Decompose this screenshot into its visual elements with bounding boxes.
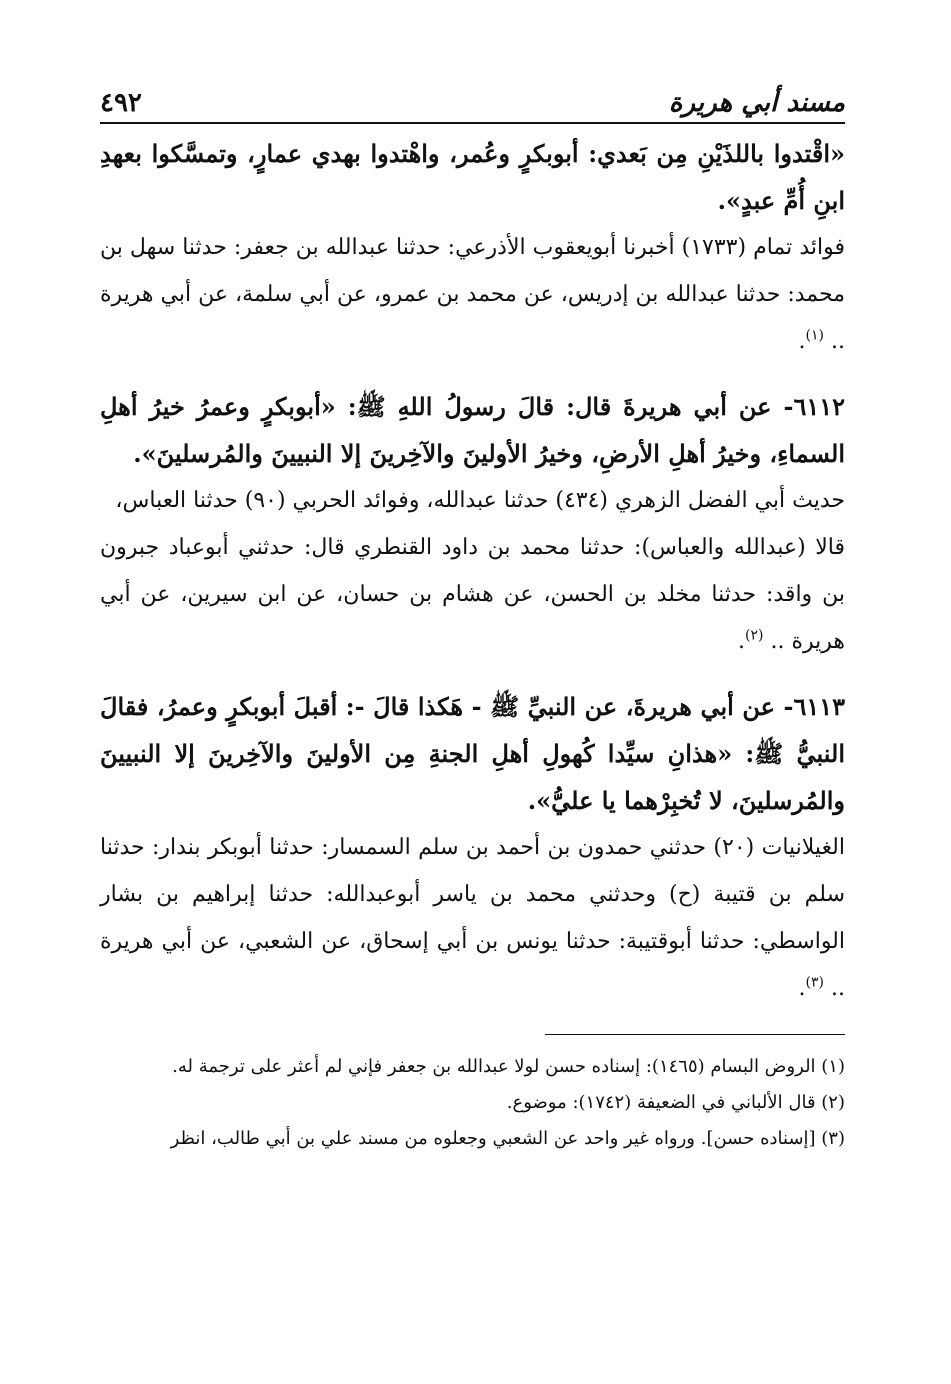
footnote-2: (٢) قال الألباني في الضعيفة (١٧٤٢): موضوع. — [506, 1092, 845, 1113]
paragraph-text: «اقْتدوا باللذَيْنِ مِن بَعدي: أبوبكرٍ وعُمر، واهْتدوا بهدي عمارٍ، وتمسَّكوا بعهدِ ابنِ أُمِّ عبدٍ». — [100, 139, 845, 215]
footnote-3: (٣) [إسناده حسن]. ورواه غير واحد عن الشعبي وجعلوه من مسند علي بن أبي طالب، انظر — [170, 1128, 845, 1149]
paragraph-text: قالا (عبدالله والعباس): حدثنا محمد بن داود القنطري قال: حدثني أبوعباد جبرون بن واقد: حدثنا مخلد بن الحسن، عن هشام بن حسان، عن ابن سيرين، عن أبي هريرة .. — [100, 535, 845, 654]
footnote-ref: (٢) — [745, 627, 764, 644]
paragraph-text: ٦١١٣- عن أبي هريرةَ، عن النبيِّ ﷺ - هَكذا قالَ -: أقبلَ أبوبكرٍ وعمرُ، فقالَ النبيُّ ﷺ: «هذانِ سيِّدا كُهولِ أهلِ الجنةِ مِن الأولينَ والآخِرينَ إلا النبيينَ والمُرسلينَ، لا تُخبِرْهما يا عليُّ». — [100, 692, 845, 815]
hadith-6113 — [100, 683, 845, 824]
source-paragraph: الغيلانيات (٢٠) حدثني حمدون بن أحمد بن سلم السمسار: حدثنا أبوبكر بندار: حدثنا سلم بن قتيبة (ح) وحدثني محمد بن ياسر أبوعبدالله: حدثنا إبراهيم بن بشار الواسطي: حدثنا أبوقتيبة: حدثنا يونس بن أبي إسحاق، عن الشعبي، عن أبي هريرة .. $^{(٣)}$. — [100, 835, 845, 1001]
paragraph-text: ٦١١٢- عن أبي هريرةَ قال: قالَ رسولُ اللهِ ﷺ: «أبوبكرٍ وعمرُ خيرُ أهلِ السماءِ، وخيرُ أهلِ الأرضِ، وخيرُ الأولينَ والآخِرينَ إلا النبيينَ والمُرسلينَ». — [100, 392, 845, 468]
hadith-continuation — [100, 130, 845, 224]
page-number: ٤٩٢ — [100, 88, 142, 118]
book-page — [100, 80, 845, 1157]
footnote-divider — [545, 1034, 845, 1035]
footnote-ref: (١) — [805, 327, 824, 344]
paragraph-text: الغيلانيات (٢٠) حدثني حمدون بن أحمد بن سلم السمسار: حدثنا أبوبكر بندار: حدثنا سلم بن قتيبة (ح) وحدثني محمد بن ياسر أبوعبدالله: حدثنا إبراهيم بن بشار الواسطي: حدثنا أبوقتيبة: حدثنا يونس بن أبي إسحاق، عن الشعبي، عن أبي هريرة .. — [100, 835, 845, 1001]
source-paragraph — [100, 477, 845, 524]
paragraph-text: فوائد تمام (١٧٣٣) أخبرنا أبويعقوب الأذرعي: حدثنا عبدالله بن جعفر: حدثنا سهل بن محمد: حدثنا عبدالله بن إدريس، عن محمد بن عمرو، عن أبي سلمة، عن أبي هريرة .. — [100, 235, 845, 354]
running-title: مسند أبي هريرة — [668, 88, 845, 118]
hadith-6112 — [100, 383, 845, 477]
footnote-1: (١) الروض البسام (١٤٦٥): إسناده حسن لولا عبدالله بن جعفر فإني لم أعثر على ترجمة له. — [172, 1056, 845, 1077]
paragraph-text: حديث أبي الفضل الزهري (٤٣٤) حدثنا عبدالله، وفوائد الحربي (٩٠) حدثنا العباس، — [115, 488, 845, 513]
source-paragraph: فوائد تمام (١٧٣٣) أخبرنا أبويعقوب الأذرعي: حدثنا عبدالله بن جعفر: حدثنا سهل بن محمد: حدثنا عبدالله بن إدريس، عن محمد بن عمرو، عن أبي سلمة، عن أبي هريرة .. $^{(١)}$. — [100, 235, 845, 354]
source-paragraph: قالا (عبدالله والعباس): حدثنا محمد بن داود القنطري قال: حدثني أبوعباد جبرون بن واقد: حدثنا مخلد بن الحسن، عن هشام بن حسان، عن ابن سيرين، عن أبي هريرة .. $^{(٢)}$. — [100, 535, 845, 654]
page-header — [100, 80, 845, 124]
footnote-ref: (٣) — [805, 974, 824, 991]
